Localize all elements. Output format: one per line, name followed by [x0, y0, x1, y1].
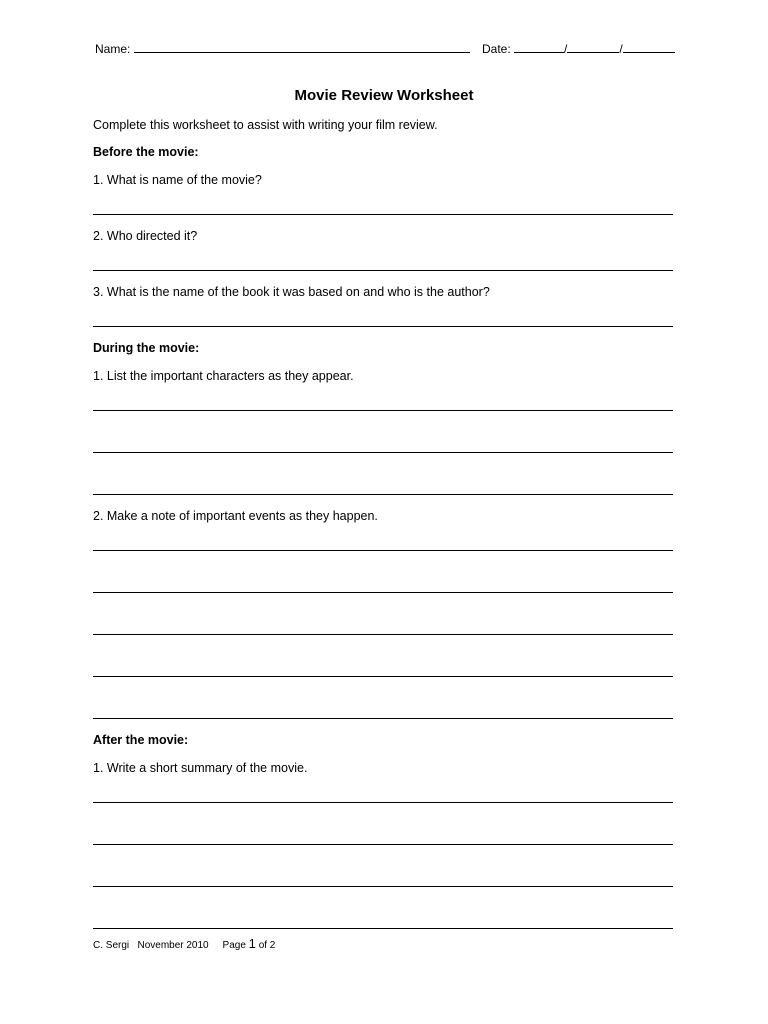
answer-line[interactable]	[93, 676, 673, 677]
date-separator: /	[564, 42, 568, 56]
date-field-month[interactable]	[514, 42, 564, 53]
question-movie-name: 1. What is name of the movie?	[93, 173, 262, 187]
name-label: Name:	[95, 42, 131, 56]
answer-line[interactable]	[93, 802, 673, 803]
answer-line[interactable]	[93, 718, 673, 719]
footer-page-of: of 2	[258, 940, 276, 951]
answer-line[interactable]	[93, 886, 673, 887]
intro-text: Complete this worksheet to assist with writing your film review.	[93, 118, 438, 132]
question-events: 2. Make a note of important events as they happen.	[93, 509, 378, 523]
question-summary: 1. Write a short summary of the movie.	[93, 761, 308, 775]
footer-page-label: Page	[222, 940, 246, 951]
date-field-day[interactable]	[567, 42, 619, 53]
answer-line[interactable]	[93, 634, 673, 635]
date-separator: /	[619, 42, 623, 56]
answer-line[interactable]	[93, 410, 673, 411]
section-heading-during: During the movie:	[93, 341, 200, 355]
name-field[interactable]	[134, 42, 470, 53]
answer-line[interactable]	[93, 452, 673, 453]
answer-line[interactable]	[93, 844, 673, 845]
answer-line[interactable]	[93, 592, 673, 593]
section-heading-after: After the movie:	[93, 733, 189, 747]
footer-date: November 2010	[137, 940, 209, 951]
answer-line[interactable]	[93, 494, 673, 495]
question-characters: 1. List the important characters as they appear.	[93, 369, 354, 383]
date-label: Date:	[482, 42, 511, 56]
footer-author: C. Sergi	[93, 940, 130, 951]
footer	[93, 936, 275, 951]
question-director: 2. Who directed it?	[93, 229, 198, 243]
date-field-year[interactable]	[623, 42, 675, 53]
section-heading-before: Before the movie:	[93, 145, 199, 159]
question-book-author: 3. What is the name of the book it was based on and who is the author?	[93, 285, 490, 299]
name-row	[95, 42, 470, 56]
answer-line[interactable]	[93, 214, 673, 215]
footer-page-number: 1	[248, 936, 256, 951]
page-title: Movie Review Worksheet	[294, 87, 474, 104]
answer-line[interactable]	[93, 270, 673, 271]
answer-line[interactable]	[93, 326, 673, 327]
answer-line[interactable]	[93, 928, 673, 929]
date-row	[482, 42, 675, 56]
answer-line[interactable]	[93, 550, 673, 551]
